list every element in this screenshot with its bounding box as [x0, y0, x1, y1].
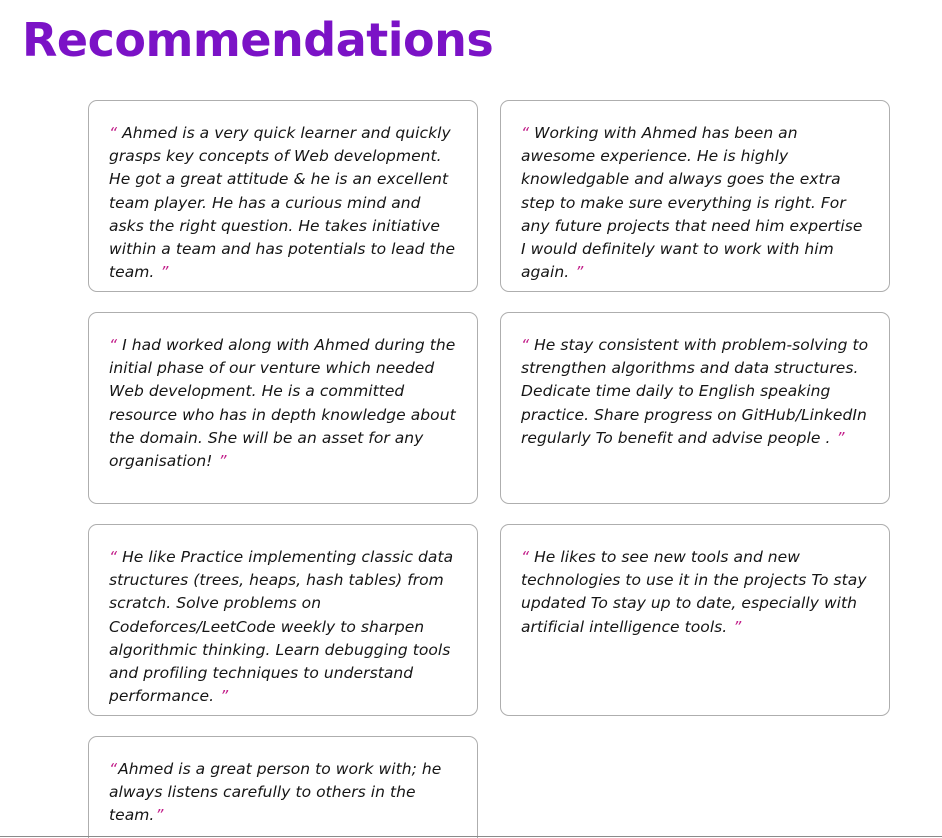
close-quote-mark: ” — [836, 428, 845, 447]
recommendation-body: Ahmed is a very quick learner and quickly grasps key concepts of Web development. He got a great attitude & he is an excellent team player. He has a curious mind and asks the right question. He takes initiative within a team and has potentials to lead the team. — [109, 124, 456, 282]
recommendation-text — [109, 758, 457, 828]
recommendation-text — [521, 334, 869, 450]
recommendation-card — [88, 736, 478, 838]
close-quote-mark: ” — [155, 806, 164, 825]
open-quote-mark: “ — [521, 336, 530, 354]
close-quote-mark: ” — [575, 263, 584, 282]
open-quote-mark: “ — [521, 548, 530, 566]
open-quote-mark: “ — [109, 548, 118, 566]
recommendation-text — [109, 546, 457, 708]
recommendation-card — [88, 312, 478, 504]
recommendation-text — [109, 122, 457, 284]
recommendation-body: Ahmed is a great person to work with; he always listens carefully to others in the team. — [109, 760, 442, 825]
page-title: Recommendations — [22, 13, 494, 67]
recommendation-card — [500, 524, 890, 716]
recommendation-body: He stay consistent with problem-solving to strengthen algorithms and data structures. Dedicate time daily to English speaking practice. Share progress on GitHub/LinkedIn regularly To benefit and advise people . — [521, 336, 869, 447]
recommendation-body: Working with Ahmed has been an awesome experience. He is highly knowledgable and always goes the extra step to make sure everything is right. For any future projects that need him expertise I would definitely want to work with him again. — [521, 124, 863, 282]
close-quote-mark: ” — [160, 263, 169, 282]
recommendation-text — [109, 334, 457, 473]
recommendation-body: He like Practice implementing classic data structures (trees, heaps, hash tables) from scratch. Solve problems on Codeforces/LeetCode weekly to sharpen algorithmic thinking. Learn debugging tools and profiling techniques to understand performance. — [109, 548, 454, 706]
close-quote-mark: ” — [733, 617, 742, 636]
recommendation-card — [500, 100, 890, 292]
recommendation-body: I had worked along with Ahmed during the initial phase of our venture which needed Web development. He is a committed resource who has in depth knowledge about the domain. She will be an asset for any organisation! — [109, 336, 456, 471]
close-quote-mark: ” — [218, 452, 227, 471]
page-bottom-border — [0, 836, 942, 837]
recommendation-text — [521, 122, 869, 284]
recommendation-card — [88, 524, 478, 716]
recommendation-body: He likes to see new tools and new technologies to use it in the projects To stay updated To stay up to date, especially with artificial intelligence tools. — [521, 548, 867, 636]
close-quote-mark: ” — [220, 687, 229, 706]
recommendation-card — [88, 100, 478, 292]
open-quote-mark: “ — [109, 124, 118, 142]
recommendation-text — [521, 546, 869, 639]
open-quote-mark: “ — [521, 124, 530, 142]
recommendation-card — [500, 312, 890, 504]
open-quote-mark: “ — [109, 336, 118, 354]
open-quote-mark: “ — [109, 760, 118, 778]
